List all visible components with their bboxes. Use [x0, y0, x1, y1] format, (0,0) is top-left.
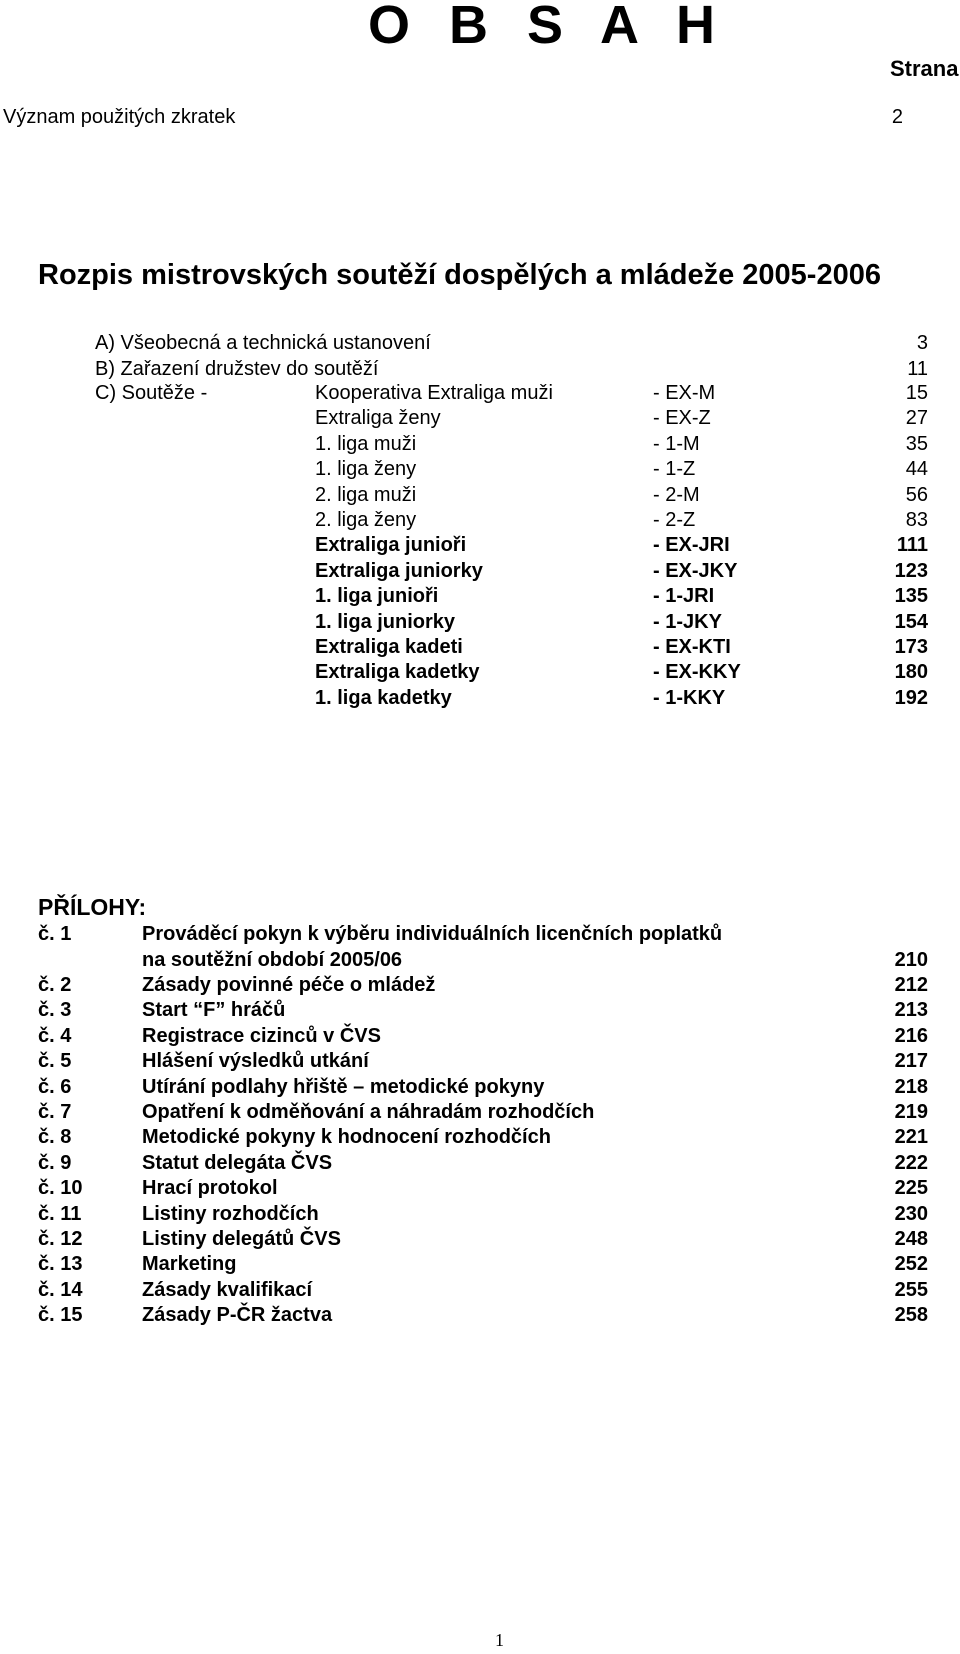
section-heading: Rozpis mistrovských soutěží dospělých a mládeže 2005-2006	[38, 259, 881, 291]
competition-name: 1. liga kadetky	[315, 686, 452, 709]
attachment-title: Zásady kvalifikací	[142, 1278, 313, 1301]
attachment-number: č. 4	[38, 1024, 72, 1047]
attachment-page: 230	[894, 1202, 928, 1225]
attachment-page: 225	[894, 1177, 928, 1200]
competition-page: 44	[905, 458, 928, 481]
footer-page-number: 1	[495, 1630, 504, 1650]
abbreviations-label: Význam použitých zkratek	[3, 106, 236, 128]
attachment-title: Zásady P-ČR žactva	[142, 1304, 333, 1327]
competition-code: - EX-KTI	[653, 636, 731, 658]
competition-page: 27	[905, 407, 928, 430]
competition-page: 15	[905, 382, 928, 404]
competition-name: Extraliga juniorky	[315, 559, 483, 582]
attachment-title: Hlášení výsledků utkání	[142, 1050, 369, 1073]
competition-page: 180	[894, 661, 928, 684]
attachment-number: č. 10	[38, 1177, 83, 1200]
attachment-number: č. 3	[38, 999, 72, 1022]
competition-page: 83	[905, 509, 928, 531]
competition-name: 1. liga junioři	[315, 585, 439, 608]
attachment-number: č. 13	[38, 1253, 83, 1276]
attachment-title: Listiny delegátů ČVS	[142, 1227, 341, 1250]
attachment-number: č. 8	[38, 1126, 72, 1149]
attachment-page: 222	[894, 1151, 928, 1174]
attachment-number: č. 15	[38, 1304, 83, 1327]
competition-page: 154	[894, 610, 928, 633]
competition-page: 111	[896, 534, 928, 557]
competition-name: 1. liga muži	[315, 432, 417, 455]
attachment-title: Zásady povinné péče o mládež	[142, 973, 436, 996]
toc-item-label: A) Všeobecná a technická ustanovení	[95, 332, 431, 354]
attachment-title: Metodické pokyny k hodnocení rozhodčích	[142, 1126, 551, 1149]
attachment-page: 212	[894, 973, 928, 996]
attachment-title: Listiny rozhodčích	[142, 1202, 319, 1225]
attachment-page: 258	[894, 1304, 928, 1327]
attachment-page: 248	[894, 1227, 928, 1250]
attachment-number: č. 9	[38, 1151, 72, 1174]
competitions-prefix: C) Soutěže -	[95, 382, 208, 404]
competition-code: - 1-KKY	[653, 686, 726, 709]
attachment-page: 218	[894, 1075, 928, 1098]
competition-name: 2. liga muži	[315, 483, 417, 506]
attachment-title: Hrací protokol	[142, 1177, 278, 1200]
attachment-title: Statut delegáta ČVS	[142, 1151, 333, 1174]
attachment-number: č. 5	[38, 1050, 72, 1073]
attachment-title-continued: na soutěžní období 2005/06	[142, 948, 403, 971]
attachment-page: 213	[894, 999, 928, 1022]
attachment-title: Start “F” hráčů	[142, 999, 286, 1022]
competition-code: - EX-Z	[653, 407, 711, 430]
attachment-number: č. 14	[38, 1278, 83, 1301]
competition-name: Extraliga junioři	[315, 534, 467, 557]
competition-name: Extraliga kadeti	[315, 636, 463, 658]
attachment-title: Opatření k odměňování a náhradám rozhodčích	[142, 1100, 595, 1123]
attachment-title: Marketing	[142, 1253, 237, 1276]
competition-code: - EX-JRI	[653, 534, 730, 557]
attachment-number: č. 7	[38, 1100, 72, 1123]
competition-page: 135	[894, 585, 928, 608]
attachment-page: 255	[894, 1278, 928, 1301]
attachment-number: č. 2	[38, 973, 72, 996]
attachment-number: č. 6	[38, 1075, 72, 1098]
attachment-page: 221	[894, 1126, 928, 1149]
competition-code: - EX-M	[653, 382, 716, 404]
abbreviations-page: 2	[891, 106, 903, 128]
attachment-title: Registrace cizinců v ČVS	[142, 1024, 381, 1047]
competition-name: Kooperativa Extraliga muži	[315, 382, 553, 404]
attachment-number: č. 1	[38, 923, 72, 945]
competition-page: 192	[894, 686, 928, 709]
attachment-page: 217	[894, 1050, 928, 1073]
competition-page: 56	[905, 483, 928, 506]
competition-code: - 1-Z	[653, 458, 696, 481]
competition-name: Extraliga ženy	[315, 407, 441, 430]
competition-name: 1. liga juniorky	[315, 610, 456, 633]
attachment-page: 219	[894, 1100, 928, 1123]
competition-code: - EX-KKY	[653, 661, 741, 684]
page-column-label: Strana	[890, 56, 959, 81]
attachment-number: č. 12	[38, 1227, 83, 1250]
competition-code: - 1-M	[653, 432, 700, 455]
attachment-page: 252	[894, 1253, 928, 1276]
competition-page: 123	[894, 559, 928, 582]
competition-name: 1. liga ženy	[315, 458, 417, 481]
attachment-title: Prováděcí pokyn k výběru individuálních licenčních poplatků	[142, 923, 723, 945]
toc-item-page: 11	[907, 357, 928, 380]
attachment-title: Utírání podlahy hřiště – metodické pokyny	[142, 1075, 545, 1098]
competition-code: - 1-JRI	[653, 585, 715, 608]
attachment-number: č. 11	[38, 1202, 82, 1225]
attachment-page: 210	[894, 948, 928, 971]
competition-name: 2. liga ženy	[315, 509, 417, 531]
competition-code: - 1-JKY	[653, 610, 722, 633]
competition-code: - 2-M	[653, 483, 700, 506]
competition-code: - EX-JKY	[653, 559, 738, 582]
competition-name: Extraliga kadetky	[315, 661, 480, 684]
toc-item-page: 3	[916, 332, 928, 354]
competition-code: - 2-Z	[653, 509, 696, 531]
attachments-heading: PŘÍLOHY:	[38, 894, 147, 920]
competition-page: 35	[905, 432, 928, 455]
attachment-page: 216	[894, 1024, 928, 1047]
document-title: O B S A H	[368, 0, 728, 55]
competition-page: 173	[894, 636, 928, 658]
toc-item-label: B) Zařazení družstev do soutěží	[95, 357, 379, 380]
